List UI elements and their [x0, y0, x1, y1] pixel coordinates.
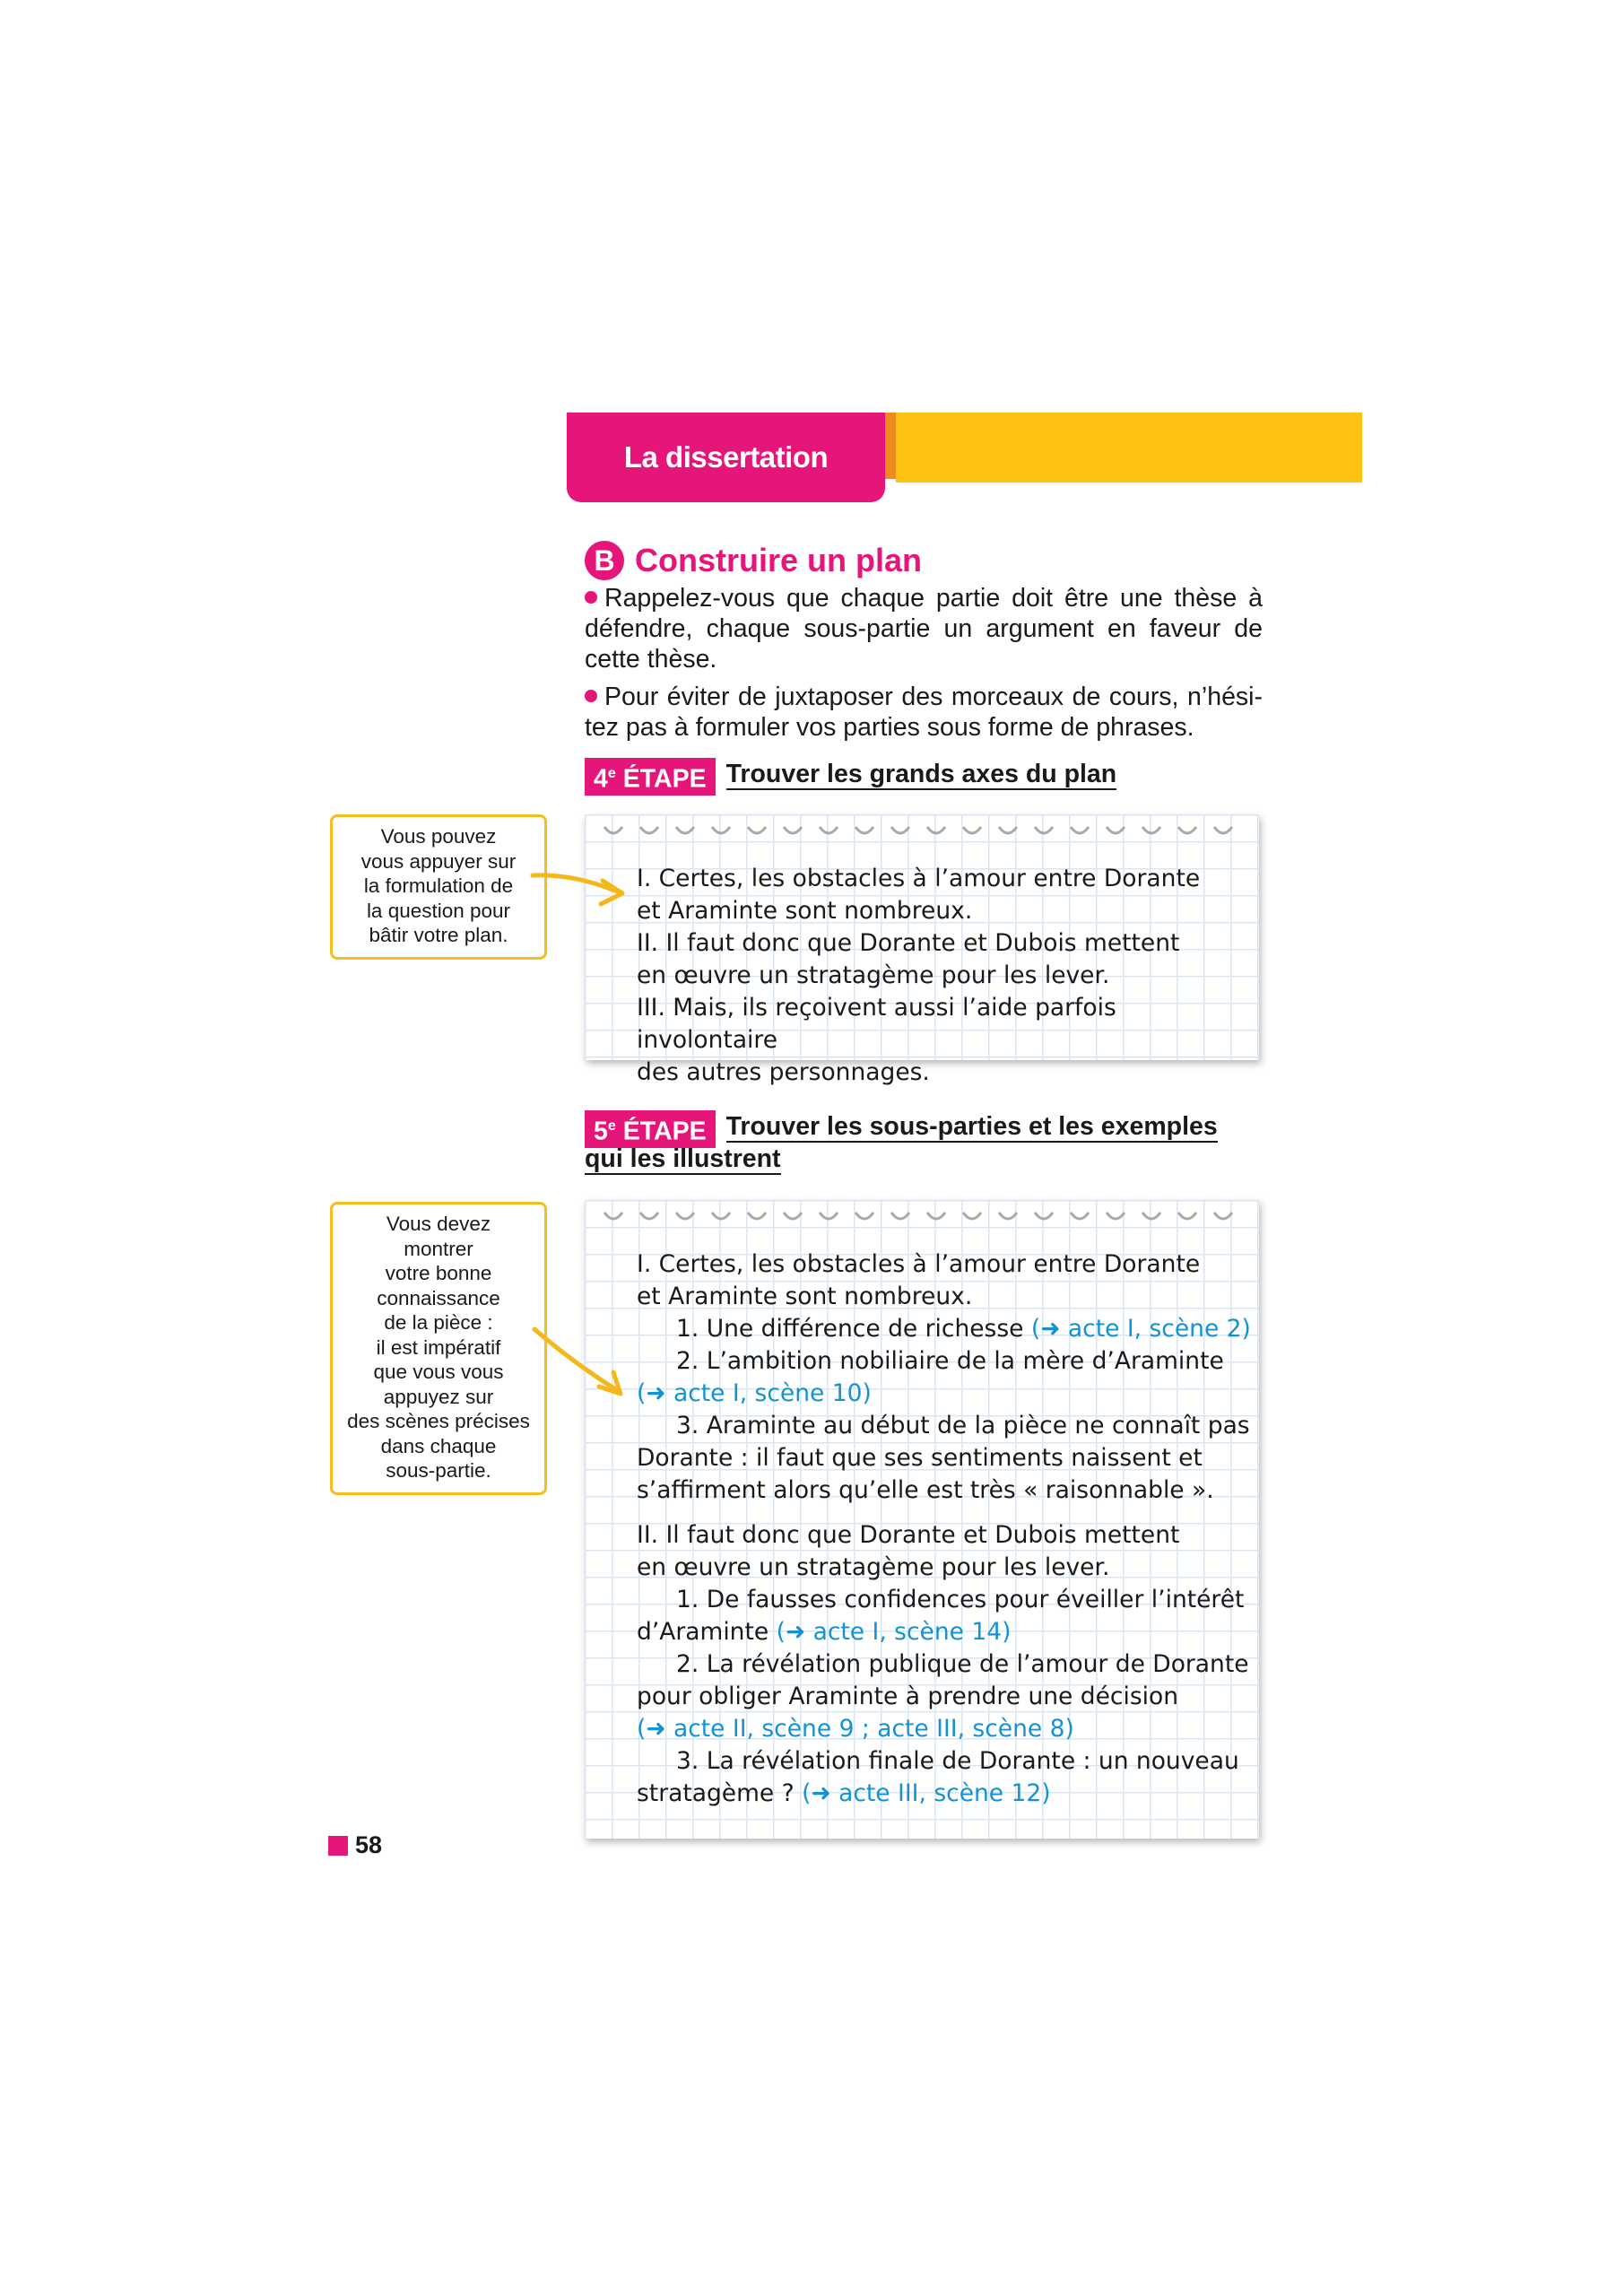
step5-notepad	[585, 1200, 1259, 1839]
arrow-icon	[529, 852, 637, 915]
step5-part2-text: II. Il faut donc que Dorante et Dubois mettent en œuvre un stratagème pour les lever. 1. De fausses confidences pour éveiller l’intérêt d’Araminte (➜ acte I, scène 14) 2. La révélation publique de l’amour de Dorante pour obliger Araminte à prendre une décision (➜ acte II, scène 9 ; acte III, scène 8) 3. La révélation finale de Dorante : un nouveau stratagème ? (➜ acte III, scène 12)	[637, 1521, 1249, 1807]
side-note-2: Vous devez montrer votre bonne connaissance de la pièce : il est impératif que vous vous appuyez sur des scènes précises dans chaque sous-partie.	[330, 1202, 547, 1495]
intro-text	[585, 583, 1263, 750]
section-title: Construire un plan	[635, 542, 923, 578]
scene-reference: (➜ acte I, scène 2)	[1030, 1315, 1251, 1343]
step4-heading	[585, 758, 1116, 796]
section-heading	[585, 538, 922, 583]
chapter-tab	[567, 413, 885, 502]
side-note-1: Vous pouvez vous appuyer sur la formulation de la question pour bâtir votre plan.	[330, 814, 547, 960]
step5-badge: 5e ÉTAPE	[585, 1110, 716, 1148]
page-number: 58	[355, 1831, 383, 1858]
scene-reference: (➜ acte III, scène 12)	[802, 1779, 1051, 1807]
bullet-icon	[585, 690, 597, 702]
step5-part1-text: I. Certes, les obstacles à l’amour entre Dorante et Araminte sont nombreux. 1. Une différence de richesse (➜ acte I, scène 2) 2. L’ambition nobiliaire de la mère d’Araminte (➜ acte I, scène 10) 3. Araminte au début de la pièce ne connaît pas Dorante : il faut que ses sentiments naissent et s’affirment alors qu’elle est très « raisonnable ».	[637, 1250, 1251, 1504]
spiral-rings-icon	[585, 822, 1259, 848]
scene-reference: (➜ acte I, scène 14)	[776, 1618, 1012, 1646]
step4-notepad	[585, 814, 1259, 1086]
section-letter-badge: B	[585, 541, 624, 580]
scene-reference: (➜ acte I, scène 10)	[637, 1379, 872, 1407]
page-number-marker	[328, 1836, 348, 1856]
header-accent-stripe	[885, 413, 896, 479]
intro-bullet-2: Pour éviter de juxtaposer des morceaux de cours, n’hési- tez pas à formuler vos parties sous forme de phrases.	[585, 683, 1263, 742]
intro-bullet-1: Rappelez-vous que chaque partie doit être une thèse à défendre, chaque sous-partie un argument en faveur de cette thèse.	[585, 584, 1263, 674]
step4-plan-text: I. Certes, les obstacles à l’amour entre Dorante et Araminte sont nombreux. II. Il faut donc que Dorante et Dubois mettent en œuvre un stratagème pour les lever. III. Mais, ils reçoivent aussi l’aide parfois involontaire des autres personnages.	[637, 865, 1201, 1086]
chapter-title: La dissertation	[623, 440, 829, 474]
header-yellow-band	[896, 413, 1362, 483]
spiral-rings-icon	[585, 1207, 1259, 1234]
bullet-icon	[585, 591, 597, 604]
step5-title: Trouver les sous-parties et les exemples	[725, 1112, 1218, 1141]
arrow-icon	[529, 1309, 637, 1408]
step4-title: Trouver les grands axes du plan	[725, 760, 1117, 788]
step4-badge: 4e ÉTAPE	[585, 758, 716, 796]
scene-reference: (➜ acte II, scène 9 ; acte III, scène 8)	[637, 1715, 1074, 1743]
step5-title-line2: qui les illustrent	[585, 1144, 781, 1173]
